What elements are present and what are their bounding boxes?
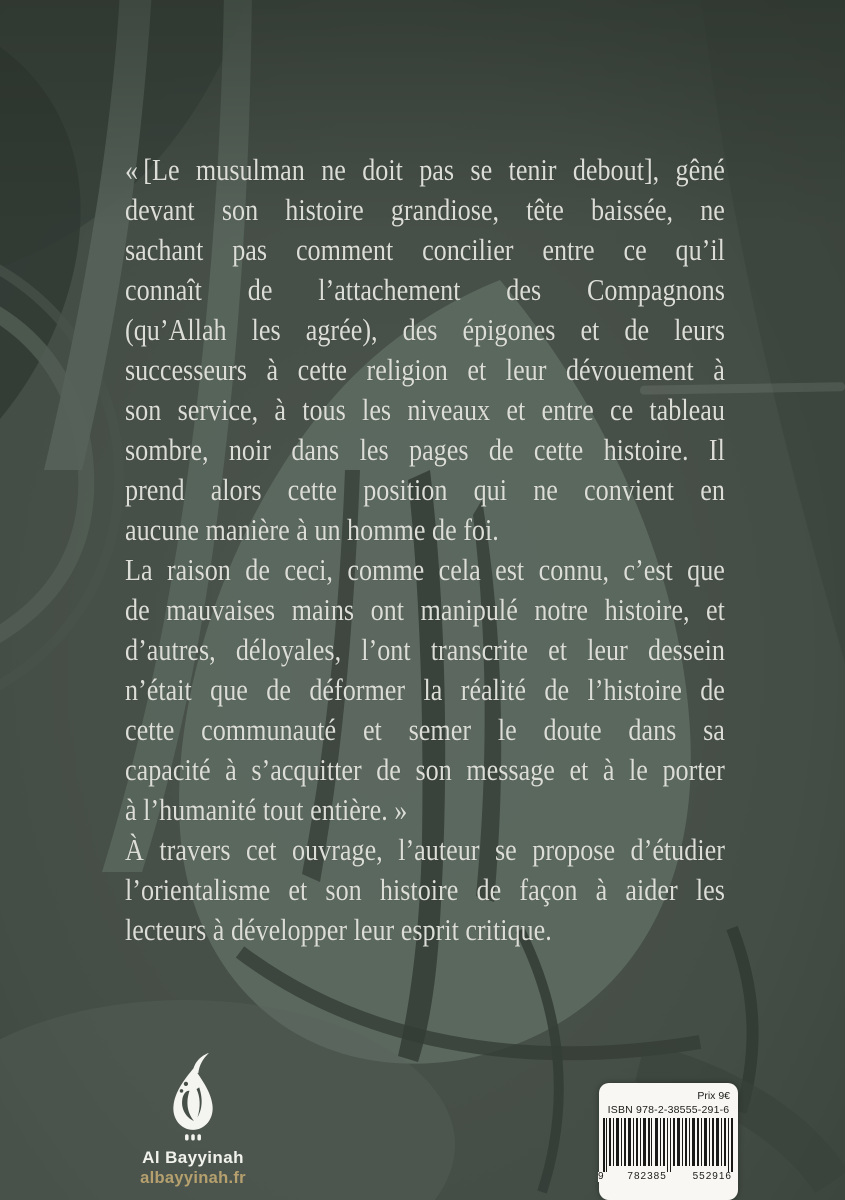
quote-line: À travers cet ouvrage, l’auteur se propose d’étudier — [125, 833, 725, 867]
quote-line: successeurs à cette religion et leur dévouement à — [125, 353, 725, 387]
quote-paragraph-3 — [125, 830, 725, 950]
barcode — [598, 1118, 734, 1182]
quote-line: à l’humanité tout entière. » — [125, 793, 408, 827]
quote-line: sachant pas comment concilier entre ce qu’il — [125, 233, 725, 267]
quote-line: La raison de ceci, comme cela est connu, c’est que — [125, 553, 725, 587]
quote-line: capacité à s’acquitter de son message et à le porter — [125, 753, 725, 787]
quote-line: aucune manière à un homme de foi. — [125, 513, 499, 547]
quote-line: d’autres, déloyales, l’ont transcrite et leur dessein — [125, 633, 725, 667]
quote-line: de mauvaises mains ont manipulé notre histoire, et — [125, 593, 725, 627]
publisher-block — [118, 1052, 268, 1188]
quote-line: son service, à tous les niveaux et entre ce tableau — [125, 393, 725, 427]
quote-line: prend alors cette position qui ne convient en — [125, 473, 725, 507]
quote-line: l’orientalisme et son histoire de façon à aider les — [125, 873, 725, 907]
barcode-group-2: 552916 — [692, 1171, 732, 1182]
quote-line: devant son histoire grandiose, tête baissée, ne — [125, 193, 725, 227]
quote-line: sombre, noir dans les pages de cette histoire. Il — [125, 433, 725, 467]
price-barcode-sticker — [599, 1083, 738, 1200]
quote-line: connaît de l’attachement des Compagnons — [125, 273, 725, 307]
barcode-bars-icon — [603, 1118, 734, 1174]
quote-paragraph-1 — [125, 150, 725, 550]
barcode-group-1: 782385 — [627, 1171, 667, 1182]
quote-line: « [Le musulman ne doit pas se tenir debout], gêné — [125, 153, 725, 187]
al-bayyinah-logo-icon — [162, 1052, 224, 1144]
quote-line: (qu’Allah les agrée), des épigones et de leurs — [125, 313, 725, 347]
isbn-label: ISBN 978-2-38555-291-6 — [607, 1104, 730, 1116]
quote-line: cette communauté et semer le doute dans sa — [125, 713, 725, 747]
price-label: Prix 9€ — [697, 1090, 730, 1102]
publisher-website: albayyinah.fr — [140, 1169, 246, 1187]
quote-paragraph-2 — [125, 550, 725, 830]
quote-line: lecteurs à développer leur esprit critique. — [125, 913, 552, 947]
back-cover-quote — [125, 150, 725, 950]
quote-line: n’était que de déformer la réalité de l’histoire de — [125, 673, 725, 707]
publisher-name: Al Bayyinah — [142, 1148, 244, 1167]
barcode-lead-digit: 9 — [598, 1171, 604, 1182]
